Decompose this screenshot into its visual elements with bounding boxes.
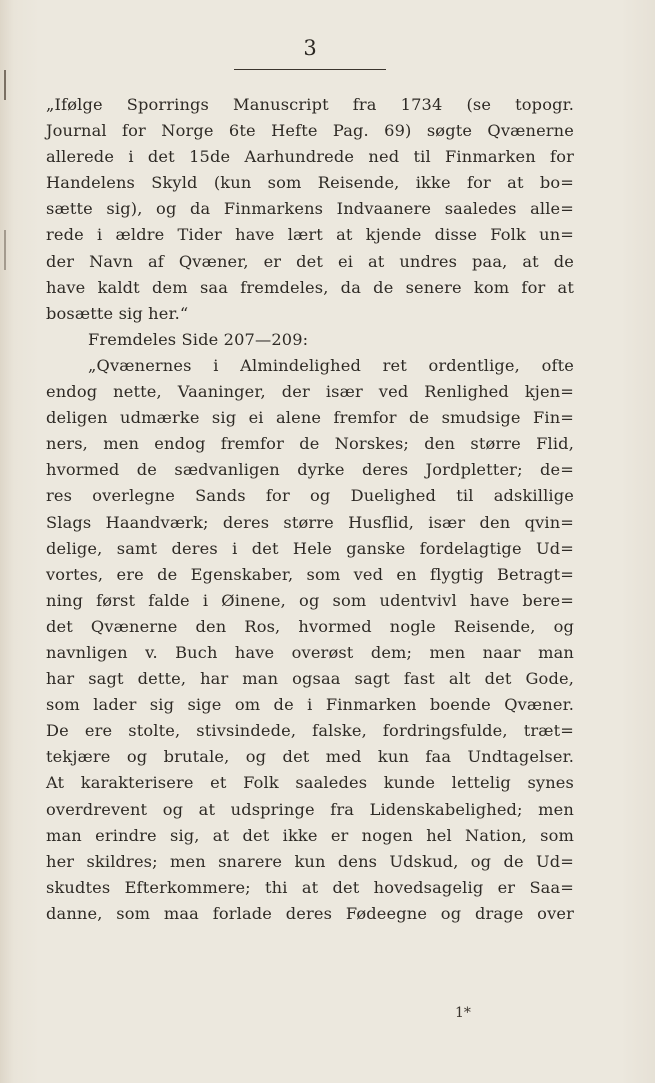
text-line: delige, samt deres i det Hele ganske fordelagtige Ud= <box>46 538 574 558</box>
text-line: „Qvænernes i Almindelighed ret ordentlige, ofte <box>88 355 574 375</box>
header-rule <box>234 69 386 70</box>
text-line: overdrevent og at udspringe fra Lidenskabelighed; men <box>46 799 574 819</box>
text-line: danne, som maa forlade deres Fødeegne og drage over <box>46 903 574 923</box>
text-line: deligen udmærke sig ei alene fremfor de smudsige Fin= <box>46 408 574 428</box>
text-line: Journal for Norge 6te Hefte Pag. 69) søgte Qvænerne <box>46 121 574 141</box>
text-line: ning først falde i Øinene, og som udentvivl have bere= <box>46 590 574 610</box>
text-line: tekjære og brutale, og det med kun faa Undtagelser. <box>46 747 574 767</box>
text-line: det Qvænerne den Ros, hvormed nogle Reisende, og <box>46 616 574 636</box>
text-line: som lader sig sige om de i Finmarken boende Qvæner. <box>46 695 574 715</box>
page-edge-mark <box>4 230 6 270</box>
text-line: De ere stolte, stivsindede, falske, fordringsfulde, træt= <box>46 721 574 741</box>
text-line: rede i ældre Tider have lært at kjende disse Folk un= <box>46 225 574 245</box>
text-line: her skildres; men snarere kun dens Udskud, og de Ud= <box>46 851 574 871</box>
text-line: der Navn af Qvæner, er det ei at undres paa, at de <box>46 251 574 271</box>
text-line: have kaldt dem saa fremdeles, da de senere kom for at <box>46 277 574 297</box>
text-line: endog nette, Vaaninger, der især ved Renlighed kjen= <box>46 382 574 402</box>
text-line: vortes, ere de Egenskaber, som ved en flygtig Betragt= <box>46 564 574 584</box>
page-edge-mark <box>4 70 6 100</box>
text-line: sætte sig), og da Finmarkens Indvaanere saaledes alle= <box>46 199 574 219</box>
page-number: 3 <box>303 36 317 60</box>
text-line: man erindre sig, at det ikke er nogen hel Nation, som <box>46 825 574 845</box>
text-line: Handelens Skyld (kun som Reisende, ikke for at bo= <box>46 173 574 193</box>
text-line: ners, men endog fremfor de Norskes; den større Flid, <box>46 434 574 454</box>
text-line: har sagt dette, har man ogsaa sagt fast alt det Gode, <box>46 669 574 689</box>
text-line: allerede i det 15de Aarhundrede ned til Finmarken for <box>46 147 574 167</box>
text-line: skudtes Efterkommere; thi at det hovedsagelig er Saa= <box>46 877 574 897</box>
text-line: Slags Haandværk; deres større Husflid, især den qvin= <box>46 512 574 532</box>
signature-mark: 1* <box>455 1005 471 1021</box>
text-line: navnligen v. Buch have overøst dem; men naar man <box>46 642 574 662</box>
text-line: At karakterisere et Folk saaledes kunde lettelig synes <box>46 773 574 793</box>
text-line: „Ifølge Sporrings Manuscript fra 1734 (se topogr. <box>46 95 574 114</box>
text-line: res overlegne Sands for og Duelighed til adskillige <box>46 486 574 506</box>
body-text <box>46 92 574 927</box>
text-line: hvormed de sædvanligen dyrke deres Jordpletter; de= <box>46 460 574 480</box>
text-line: Fremdeles Side 207—209: <box>88 329 309 349</box>
text-line: bosætte sig her.“ <box>46 303 189 323</box>
